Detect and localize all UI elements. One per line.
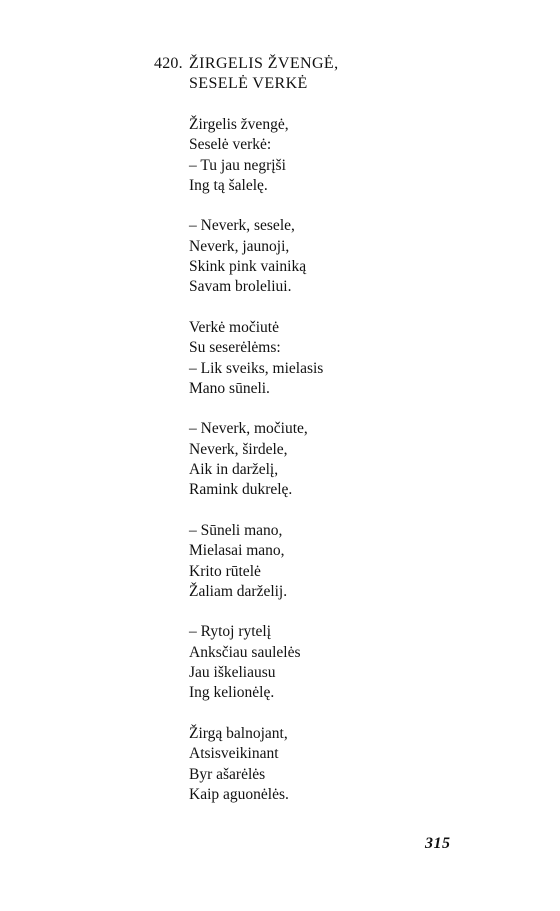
verse-line: Neverk, širdele, xyxy=(189,440,288,458)
verse-line: Ing tą šalelę. xyxy=(189,176,268,194)
verse-line: Ramink dukrelę. xyxy=(189,481,293,499)
verse-line: Kaip aguonėlės. xyxy=(189,785,289,803)
verse-line: Byr ašarėlės xyxy=(189,765,266,783)
verse-line: – Neverk, močiute, xyxy=(189,420,308,438)
song-title-line: SESELĖ VERKĖ xyxy=(189,75,308,92)
verse-line: Žaliam darželij. xyxy=(189,582,288,600)
verse-line: Neverk, jaunoji, xyxy=(189,237,290,255)
verse-line: Ing kelionėlę. xyxy=(189,684,275,702)
verse-line: Seselė verkė: xyxy=(189,136,272,154)
verse-line: Savam broleliui. xyxy=(189,278,292,296)
verse-line: Krito rūtelė xyxy=(189,562,261,580)
verse-line: Su seserėlėms: xyxy=(189,339,281,357)
verse-line: Anksčiau saulelės xyxy=(189,643,301,661)
song-body xyxy=(189,115,323,825)
verse-line: Jau iškeliausu xyxy=(189,664,276,682)
verse-line: – Rytoj rytelį xyxy=(189,623,272,641)
verse-line: – Tu jau negrįši xyxy=(189,156,286,174)
verse-line: – Sūneli mano, xyxy=(189,521,283,539)
page-number: 315 xyxy=(425,835,451,852)
verse-line: Atsisveikinant xyxy=(189,745,279,763)
stanza xyxy=(189,419,323,500)
stanza xyxy=(189,521,323,602)
verse-line: Mano sūneli. xyxy=(189,379,270,397)
song-title xyxy=(189,54,339,94)
verse-line: Skink pink vainiką xyxy=(189,258,307,276)
stanza xyxy=(189,724,323,805)
stanza xyxy=(189,622,323,703)
song-title-line: ŽIRGELIS ŽVENGĖ, xyxy=(189,55,339,72)
verse-line: – Neverk, sesele, xyxy=(189,217,295,235)
stanza xyxy=(189,115,323,196)
verse-line: Žirgelis žvengė, xyxy=(189,116,289,133)
stanza xyxy=(189,318,323,399)
stanza xyxy=(189,216,323,297)
verse-line: – Lik sveiks, mielasis xyxy=(189,359,324,377)
verse-line: Verkė močiutė xyxy=(189,318,279,336)
song-number: 420. xyxy=(154,55,183,72)
verse-line: Aik in darželį, xyxy=(189,461,279,479)
verse-line: Mielasai mano, xyxy=(189,542,285,560)
verse-line: Žirgą balnojant, xyxy=(189,724,288,742)
